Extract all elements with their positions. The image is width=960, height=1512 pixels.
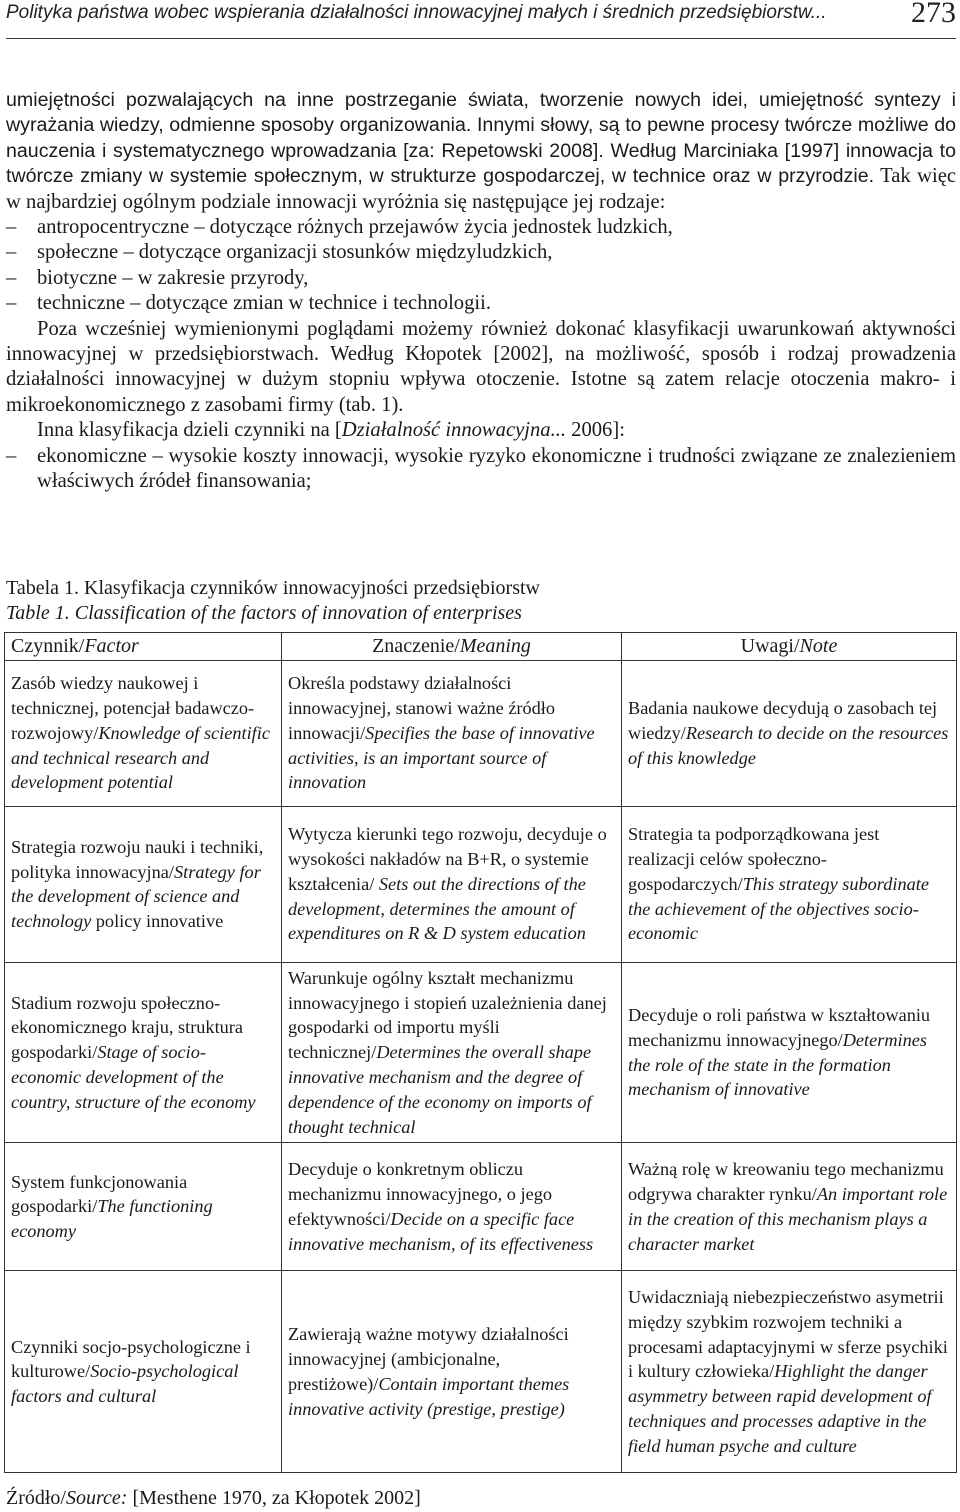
factor-cell: Stadium rozwoju społeczno-ekonomicznego kraju, struktura gospodarki/Stage of socio-economic development of the country, structure of the economy [5, 962, 282, 1143]
note-cell: Decyduje o roli państwa w kształtowaniu mechanizmu innowacyjnego/Determines the role of the state in the formation mechanism of innovative [622, 962, 957, 1143]
paragraph-text: umiejętności pozwalających na inne postrzeganie świata, tworzenie nowych idei, umiejętność syntezy i wyrażania wiedzy, odmienne sposoby organizowania. Innymi słowy, są to pewne procesy twórcze możliwe do nauczenia i systematycznego wprowadzania [za: Repetowski 2008]. Według Marciniaka [1997] innowacja to twórcze zmiany w systemie społecznym, w strukturze gospodarczej, w technice oraz w przyrodzie. [6, 89, 956, 188]
list-item-text: ekonomiczne – wysokie koszty innowacji, wysokie ryzyko ekonomiczne i trudności związane ze znalezieniem właściwych źródeł finansowania; [37, 444, 956, 493]
caption-label: Tabela 1. [6, 577, 80, 599]
list-item-text: społeczne – dotyczące organizacji stosunków międzyludzkich, [37, 241, 553, 264]
dash-bullet: – [6, 444, 17, 467]
source-label: Źródło/ [6, 1487, 66, 1509]
meaning-cell: Decyduje o konkretnym obliczu mechanizmu innowacyjnego, o jego efektywności/Decide on a specific face innovative mechanism, of its effectiveness [282, 1143, 622, 1271]
factor-types-list [6, 444, 956, 495]
factor-cell: System funkcjonowania gospodarki/The functioning economy [5, 1143, 282, 1271]
caption-text: Klasyfikacja czynników innowacyjności przedsiębiorstw [84, 577, 540, 599]
running-title: Polityka państwa wobec wspierania działalności innowacyjnej małych i średnich przedsiębiorstw... [6, 2, 827, 23]
paragraph-text: Tak więc w najbardziej ogólnym podziale innowacji wyróżnia się następujące jej rodzaje: [6, 165, 956, 213]
header-rule [6, 38, 956, 39]
table-row [5, 1271, 957, 1473]
meaning-cell: Warunkuje ogólny kształt mechanizmu innowacyjnego i stopień uzależnienia danej gospodarki od importu myśli technicznej/Determines the overall shape innovative mechanism and the degree of dependence of the economy on imports of thought technical [282, 962, 622, 1143]
page-number: 273 [911, 0, 956, 29]
source-text: [Mesthene 1970, za Kłopotek 2002] [127, 1487, 421, 1509]
table-row [5, 806, 957, 962]
table-row [5, 660, 957, 806]
caption-label: Table 1. [6, 602, 70, 624]
paragraph: Poza wcześniej wymienionymi poglądami możemy również dokonać klasyfikacji uwarunkowań aktywności innowacyjnej w przedsiębiorstwach. Według Kłopotek [2002], na możliwość, sposób i rodzaj prowadzenia działalności innowacyjnej w dużym stopniu wpływa otoczenie. Istotne są zatem relacje otoczenia makro- i mikroekonomicznego z zasobami firmy (tab. 1). [6, 317, 956, 416]
meaning-cell: Zawierają ważne motywy działalności innowacyjnej (ambicjonalne, prestiżowe)/Contain important themes innovative activity (prestige, prestige) [282, 1271, 622, 1473]
note-cell: Strategia ta podporządkowana jest realizacji celów społeczno-gospodarczych/This strategy subordinate the achievement of the objectives socio-economic [622, 806, 957, 962]
list-item [6, 444, 956, 495]
list-item-text: antropocentryczne – dotyczące różnych przejawów życia jednostek ludzkich, [37, 216, 673, 239]
table-row [5, 962, 957, 1143]
table-caption [6, 576, 956, 626]
cited-title: Działalność innowacyjna... [341, 419, 567, 442]
meaning-cell: Określa podstawy działalności innowacyjnej, stanowi ważne źródło innowacji/Specifies the base of innovative activities, is an important source of innovation [282, 660, 622, 806]
dash-bullet: – [6, 266, 17, 289]
factor-cell: Zasób wiedzy naukowej i technicznej, potencjał badawczo-rozwojowy/Knowledge of scientific and technical research and development potential [5, 660, 282, 806]
paragraph-text: 2006]: [566, 419, 625, 442]
dash-bullet: – [6, 241, 17, 264]
note-cell: Badania naukowe decydują o zasobach tej wiedzy/Research to decide on the resources of this knowledge [622, 660, 957, 806]
paragraph [6, 88, 956, 215]
list-item [6, 240, 956, 265]
source-label-en: Source: [66, 1487, 128, 1509]
innovation-types-list [6, 215, 956, 317]
note-cell: Uwidaczniają niebezpieczeństwo asymetrii między szybkim rozwojem techniki a procesami adaptacyjnymi w sferze psychiki i kultury człowieka/Highlight the danger asymmetry between rapid development of techniques and processes adaptive in the field human psyche and culture [622, 1271, 957, 1473]
paragraph [6, 418, 956, 443]
table-row [5, 1143, 957, 1271]
list-item-text: biotyczne – w zakresie przyrody, [37, 266, 309, 289]
dash-bullet: – [6, 216, 17, 239]
factor-cell: Strategia rozwoju nauki i techniki, polityka innowacyjna/Strategy for the development of science and technology policy innovative [5, 806, 282, 962]
list-item [6, 291, 956, 316]
caption-english [6, 601, 956, 626]
caption-polish [6, 576, 956, 601]
column-header-factor: Czynnik/Factor [5, 633, 282, 661]
column-header-meaning: Znaczenie/Meaning [282, 633, 622, 661]
dash-bullet: – [6, 292, 17, 315]
factor-cell: Czynniki socjo-psychologiczne i kulturowe/Socio-psychological factors and cultural [5, 1271, 282, 1473]
note-cell: Ważną rolę w kreowaniu tego mechanizmu odgrywa charakter rynku/An important role in the creation of this mechanism plays a character market [622, 1143, 957, 1271]
column-header-note: Uwagi/Note [622, 633, 957, 661]
table-source [6, 1486, 421, 1510]
list-item-text: techniczne – dotyczące zmian w technice i technologii. [37, 292, 491, 315]
list-item [6, 215, 956, 240]
table-header-row [5, 633, 957, 661]
list-item [6, 266, 956, 291]
running-header [6, 0, 956, 34]
body-text [6, 88, 956, 495]
factors-table [4, 632, 957, 1473]
paragraph-text: Inna klasyfikacja dzieli czynniki na [ [37, 419, 342, 442]
meaning-cell: Wytycza kierunki tego rozwoju, decyduje o wysokości nakładów na B+R, o systemie kształcenia/ Sets out the directions of the development, determines the amount of expenditures on R & D system education [282, 806, 622, 962]
caption-text: Classification of the factors of innovation of enterprises [74, 602, 522, 624]
